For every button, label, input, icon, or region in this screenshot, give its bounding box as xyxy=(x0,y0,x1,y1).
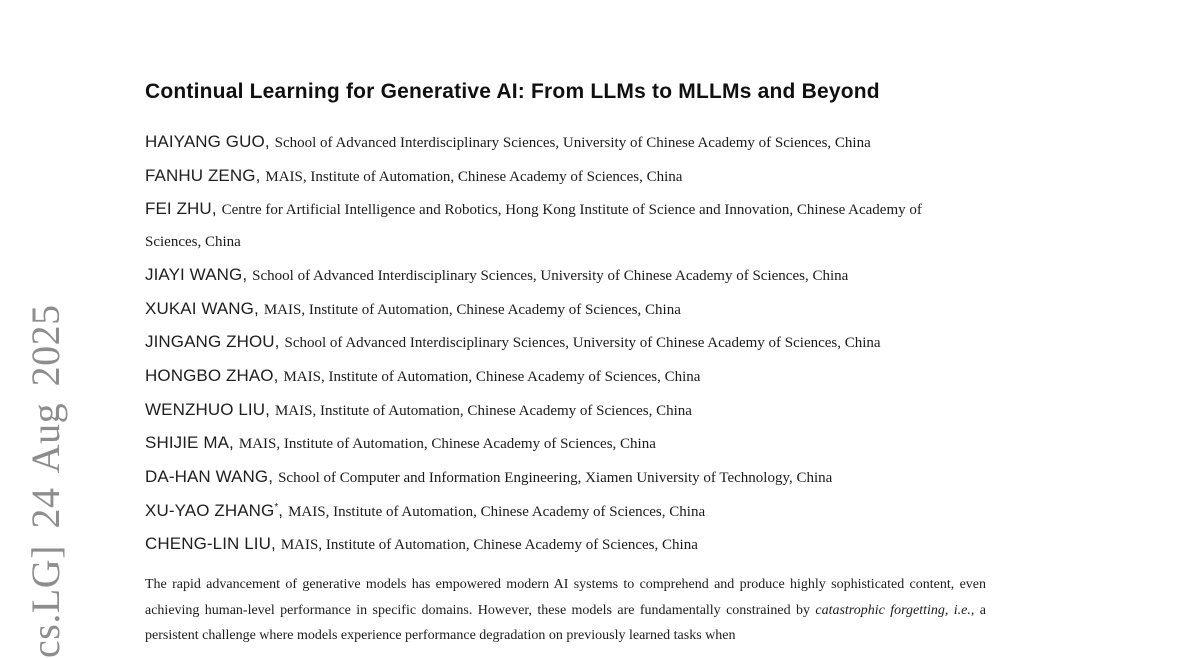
page-title: Continual Learning for Generative AI: From LLMs to MLLMs and Beyond xyxy=(145,80,880,103)
author-affiliation: School of Advanced Interdisciplinary Sciences, University of Chinese Academy of Sciences, China xyxy=(252,267,849,284)
author-entry xyxy=(145,126,977,160)
author-separator: , xyxy=(255,165,261,185)
author-affiliation: School of Computer and Information Engineering, Xiamen University of Technology, China xyxy=(278,470,833,487)
author-name: SHIJIE MA xyxy=(145,433,230,453)
paper-content xyxy=(145,0,986,649)
author-entry xyxy=(145,360,977,394)
author-affiliation: School of Advanced Interdisciplinary Sciences, University of Chinese Academy of Sciences, China xyxy=(274,135,871,151)
author-entry xyxy=(145,495,977,529)
author-separator: , xyxy=(211,199,217,219)
author-separator: , xyxy=(278,500,284,520)
author-affiliation: MAIS, Institute of Automation, Chinese Academy of Sciences, China xyxy=(274,402,692,419)
author-separator: , xyxy=(265,399,270,419)
author-name: FEI ZHU xyxy=(145,199,212,219)
author-list xyxy=(145,126,977,562)
abstract-italic-phrase: catastrophic forgetting, i.e., xyxy=(815,602,975,618)
author-affiliation: MAIS, Institute of Automation, Chinese Academy of Sciences, China xyxy=(265,168,683,185)
author-name: FANHU ZENG xyxy=(145,165,256,185)
abstract-paragraph xyxy=(145,572,986,649)
author-affiliation: MAIS, Institute of Automation, Chinese Academy of Sciences, China xyxy=(288,503,706,520)
author-entry xyxy=(145,259,977,293)
author-name: XUKAI WANG xyxy=(145,298,254,318)
author-entry xyxy=(145,461,977,495)
author-name: XU-YAO ZHANG xyxy=(145,500,275,520)
author-name: HAIYANG GUO xyxy=(145,132,265,151)
author-affiliation: MAIS, Institute of Automation, Chinese Academy of Sciences, China xyxy=(283,368,701,385)
author-name: HONGBO ZHAO xyxy=(145,365,274,385)
author-affiliation: School of Advanced Interdisciplinary Sciences, University of Chinese Academy of Sciences, China xyxy=(284,335,881,352)
author-name: JIAYI WANG xyxy=(145,264,243,284)
author-entry xyxy=(145,193,977,258)
author-entry xyxy=(145,293,977,327)
author-name: DA-HAN WANG xyxy=(145,467,269,487)
arxiv-watermark: cs.LG] 24 Aug 2025 xyxy=(23,304,68,658)
abstract-rest-text: a persistent challenge where models experience performance degradation on previously learned tasks when xyxy=(145,602,986,644)
author-entry xyxy=(145,528,977,562)
corresponding-author-asterisk: * xyxy=(274,501,279,513)
author-entry xyxy=(145,160,977,194)
author-separator: , xyxy=(254,298,259,318)
author-separator: , xyxy=(229,433,234,453)
author-separator: , xyxy=(273,365,279,385)
author-affiliation: MAIS, Institute of Automation, Chinese Academy of Sciences, China xyxy=(280,537,698,554)
author-affiliation: MAIS, Institute of Automation, Chinese Academy of Sciences, China xyxy=(263,301,681,318)
author-separator: , xyxy=(242,264,248,284)
author-entry xyxy=(145,427,977,461)
author-name: CHENG-LIN LIU xyxy=(145,534,271,554)
author-entry xyxy=(145,394,977,428)
author-name: WENZHUO LIU xyxy=(145,399,266,419)
author-entry xyxy=(145,326,977,360)
author-affiliation: MAIS, Institute of Automation, Chinese Academy of Sciences, China xyxy=(238,436,656,453)
author-separator: , xyxy=(268,467,274,487)
author-name: JINGANG ZHOU xyxy=(145,332,275,352)
author-separator: , xyxy=(274,332,280,352)
abstract-lead-text: The rapid advancement of generative models has empowered modern AI systems to comprehend and produce highly sophisticated content, even achieving human-level performance in specific domains. However, these models are fundamentally constrained by xyxy=(145,577,986,618)
author-separator: , xyxy=(264,132,270,151)
author-separator: , xyxy=(271,534,276,554)
author-affiliation: Centre for Artificial Intelligence and Robotics, Hong Kong Institute of Science and Innovation, Chinese Academy of Sciences, China xyxy=(145,202,922,251)
